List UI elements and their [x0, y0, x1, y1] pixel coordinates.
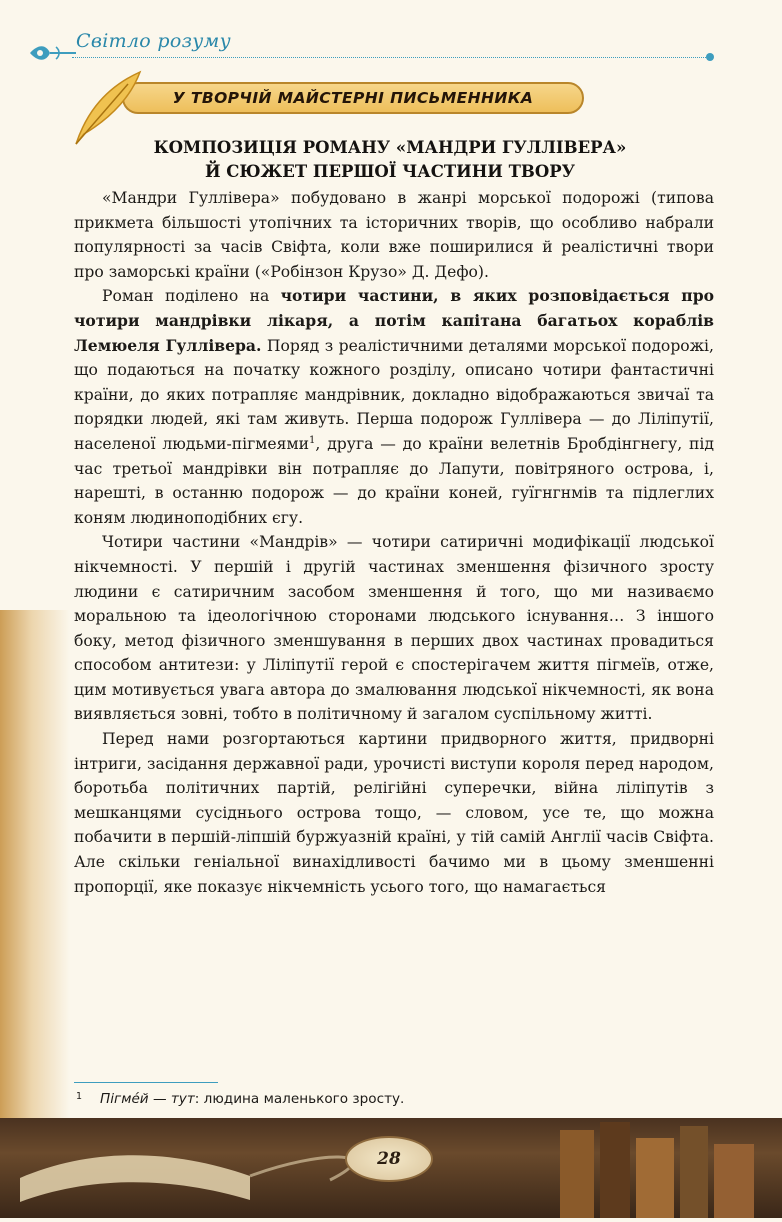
header-rule — [72, 57, 712, 58]
chapter-heading — [60, 136, 720, 184]
paragraph-4: Перед нами розгортаються картини придворного життя, придворні інтриги, засідання державної ради, урочисті виступи короля перед народом, боротьба політичних партій, релігійні суперечки, війна ліліпутів з мешканцями сусіднього острова тощо, — словом, усе те, що можна побачити в першій-ліпшій буржуазній країні, у тій самій Англії часів Свіфта. Але скільки геніальної винахідливості бачимо ми в цьому зменшенні пропорції, яке показує нікчемність усього того, що намагається — [74, 730, 714, 896]
footnote-text: : людина маленького зросту. — [194, 1091, 405, 1107]
left-decorative-vignette — [0, 610, 70, 1130]
footnote-reference: 1 — [309, 434, 316, 446]
footnote-rule — [74, 1082, 218, 1083]
page-number-badge — [345, 1136, 433, 1182]
page-number: 28 — [377, 1149, 401, 1169]
chapter-heading-line-1: КОМПОЗИЦІЯ РОМАНУ «МАНДРИ ГУЛЛІВЕРА» — [153, 138, 627, 157]
chapter-heading-line-2: Й СЮЖЕТ ПЕРШОЇ ЧАСТИНИ ТВОРУ — [204, 162, 576, 181]
section-banner — [122, 82, 584, 114]
footnote — [76, 1091, 716, 1107]
paragraph-2-bold: чотири частини, в яких розповідається про чотири мандрівки лікаря, а потім капітана багатьох кораблів Лемюеля Гуллівера. — [74, 286, 714, 355]
paragraph-1: «Мандри Гуллівера» побудовано в жанрі морської подорожі (типова прикмета більшості утопічних та історичних творів, що особливо набрали популярності за часів Свіфта, коли вже поширилися й реалістичні твори про заморські країни («Робінзон Крузо» Д. Дефо). — [74, 189, 714, 281]
paragraph-2-end: , друга — до країни велетнів Бробдінгнегу, під час третьої мандрівки він потрапляє до Лапути, повітряного острова, і, нарешті, в останню подорож — до країни коней, гуїгнгнмів та підлеглих коням людиноподібних єгу. — [74, 434, 714, 527]
section-banner-label: У ТВОРЧІЙ МАЙСТЕРНІ ПИСЬМЕННИКА — [172, 89, 534, 107]
body-text — [74, 186, 714, 899]
paragraph-2 — [74, 284, 714, 530]
header-rule-dot — [706, 53, 714, 61]
footnote-term: Пігме́й — тут — [100, 1091, 195, 1107]
footnote-number: 1 — [76, 1091, 83, 1102]
book-title: Світло розуму — [76, 30, 231, 52]
paragraph-3: Чотири частини «Мандрів» — чотири сатиричні модифікації людської нікчемності. У першій і другій частинах зменшення фізичного зросту людини є сатиричним засобом зменшення й того, що ми називаємо моральною та ідеологічною сторонами людського існування… З іншого боку, метод фізичного зменшування в перших двох частинах провадиться способом антитези: у Ліліпутії герой є спостерігачем життя пігмеїв, отже, цим мотивується увага автора до змалювання людської нікчемності, як вона виявляється зовні, тобто в політичному й загалом суспільному житті. — [74, 533, 714, 724]
header-flourish-icon — [28, 40, 78, 66]
paragraph-2-middle: Поряд з реалістичними деталями морської подорожі, що подаються на початку кожного розділу, описано чотири фантастичні країни, до яких потрапляє мандрівник, докладно відображаються звичаї та порядки людей, які там живуть. Перша подорож Гуллівера — до Ліліпутії, населеної людьми-пігмеями — [74, 336, 714, 453]
paragraph-2-start: Роман поділено на — [102, 287, 281, 306]
